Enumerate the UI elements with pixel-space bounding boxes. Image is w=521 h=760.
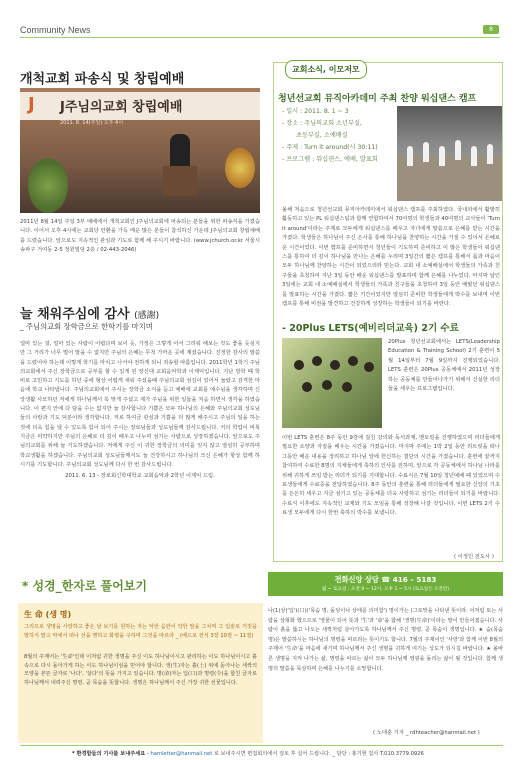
dancer-figure (407, 146, 413, 166)
lets-headline: - 20Plus LETS(예비리더교육) 2기 수료 (282, 323, 459, 334)
footer-divider (20, 745, 503, 746)
person-head (312, 356, 322, 366)
thanks-subtitle: _ 주님의교회 장학금으로 한학기를 마치며 (20, 322, 153, 331)
church-news-tag: 교회소식, 이모저모 (285, 60, 367, 79)
footer-lead: * 환경함들의 기사를 보내주세요 (72, 751, 146, 757)
worship-dance-photo (397, 106, 502, 201)
footer-notice: * 환경함들의 기사를 보내주세요 - hamletter@hanmail.net 로 보내주시면 편집회의에서 검토 후 실어 드립니다. _ 담당 : 홍기현 집사 T.010.3779.0926 (72, 751, 424, 757)
lets-article-intro: 20Plus 청년선교회에서는 LETS(Leadership Education & Training School) 2기 훈련이 5월 14일부터 7월 9일까지 진행되었습니다. LETS 훈련은 20Plus 공동체에서 2011년 성장하는 공동체를 만들어나가기 위해서 신실한 리더들을 세우는 프로그램입니다. (388, 339, 500, 393)
phone-counsel-hours: 월 ~ 토요일 : 오전 9 ~ 12시, 오후 1 ~ 5시 (토요일은 오전만) (321, 587, 450, 592)
lets-article-text: 이번 LETS 훈련은 8주 동안 9강에 걸친 강의와 독서과제, 멘토링을 진행하였으며 리더들에게 필요한 소양과 자질을 배우는 시간을 가졌습니다. 마지막 주에는 1박 2일 동안 리트릿을 떠나 그동안 배운 내용을 정리하고 하나님 앞에 헌신하는 결단의 시간을 가졌습니다. 훈련에 끝까지 참여하여 수료한 8명의 지체들에게 축하의 인사를 전하며, 앞으로 각 공동체에서 하나님 나라를 위해 귀하게 쓰임 받는 리더가 되기를 기대합니다. 수료식은 7월 10일 청년예배 때 있었으며 수료생들에게 수료증을 전달하였습니다. 8주 동안의 훈련을 통해 리더들에게 필요한 신앙의 기초를 든든히 세우고 지금 섬기고 있는 공동체를 더욱 사랑하고 섬기는 리더들이 되기를 바랍니다. 수료식 이후에도 지속적인 교제와 기도 모임을 통해 성장해 나갈 것입니다. 이번 LETS 2기 수료생 모두에게 다시 한번 축하의 박수를 보냅니다. (282, 435, 500, 517)
section-title: Community News (20, 25, 91, 35)
page-header (0, 0, 521, 38)
person-head (322, 380, 332, 390)
dancer-figure (487, 144, 493, 164)
thanks-letter-body: 얼마 있는 걸, 얼마 있는 사람이 어렵다며 보이 듯, 가정은 그렇게 어서 그리워 해보는 것도 좋을 듯싶지만 그 거리가 너무 멀어 말을 수 없지만 주님의 은혜는 무척 가까운 곳에 계셨습니다. 진정한 감사의 말씀을 드렸어야 하는데 이렇게 학기를 마치고 나서야 전하게 되니 죄송할 따름입니다. 2011학년 1학기 주님의교회에서 주신 장학금으로 공부를 할 수 있게 된 장신대 교회음악학과 이재익입니다. 지난 방학 때 학비로 고민하고 기도를 하던 중에 형상 어렵게 새워 주셨을때 주님의교회 섬김이 있어서 놀랐고 감격한 마음에 학교 나타냅니다. 주님의교회에서 주시는 장학금 소식을 듣고 예배에 교회를 예수님을 생각하며 신앙생활 사모하던 저에게 하나님께서 꼭 맞게 주셨고 제가 주님을 위한 일들을 처음 하면서 생각을 하였습니다. 이 편지 안에 다 담을 수는 없지만 늘 감사합니다 기쁨은 모두 하나님의 은혜와 주님의교회 성도님들의 사랑과 기도 덕분이라 생각합니다. 저로 하여금 관심과 기쁨을 더 많게 해주시고 주님의 일을 하는 것에 더욱 힘을 낼 수 있도록 힘이 되어 주시는 장로님들과 성도님들께 감사드립니다. 저의 학업이 비록 지금은 미약하지만 주님의 은혜로 더 깊이 배우고 나누며 섬기는 사람으로 성장하겠습니다. 앞으로도 주님의교회를 위해 늘 기도하겠습니다. 저에게 주신 이 귀한 장학금의 의미를 잊지 않고 열심히 공부하며 학교생활을 하겠습니다. 주님의교회 성도님들께서도 늘 건강하시고 하나님의 크신 은혜가 항상 함께 하시기를 기도합니다. 주님의교회 성도님께 다시 한 번 감사드립니다. (20, 341, 260, 468)
dancer-figure (455, 140, 461, 160)
star-icon: * (22, 579, 29, 593)
person-head (294, 360, 304, 370)
hanja-explanation: 8월의 주제어는 '生命'인데 이처럼 귀한 생명을 주신 이도 하나님이시고 관리하는 이도 하나님이시고 흙 속으로 다시 돌아가게 하는 이도 하나님이심을 믿어야 합니다. 생(生)자는 흙(土) 위에 돋아나는 새싹의 모양을 본뜬 글자로 '나다', '살다'의 뜻을 가지고 있습니다. 명(命)자는 입(口)과 명령(令)을 합친 글자로 하나님께서 내려주신 명령, 곧 목숨을 뜻합니다. 생명은 하나님께서 주신 가장 귀한 선물입니다. (24, 654, 257, 686)
hanja-word-title: 生 命 (생 명) (24, 610, 72, 619)
thanks-headline-text: 늘 채워주심에 감사 (20, 307, 130, 322)
hanja-bible-verse: 그리므로 생명을 사랑하고 좋은 날 보기를 원하는 자는 악한 음란이 약한 말을 그치며 그 입술로 거짓을 말하지 말고 악에서 떠나 선을 행하고 화평을 구하며 그것을 따르라 _ (베드로 전서 3장 10절 ~ 11절) (24, 624, 257, 639)
church-logo-icon: J (28, 94, 35, 115)
camp-info-program: - 프로그램 : 워십댄스, 예배, 발표회 (282, 156, 378, 163)
page-number: 8 (483, 25, 499, 34)
lets-group-photo (282, 338, 382, 428)
person-head (348, 356, 358, 366)
phone-counsel-banner (268, 572, 503, 596)
footer-email-link[interactable]: hamletter@hanmail.net (150, 751, 213, 757)
article-headline-founding: 개척교회 파송식 및 창립예배 (20, 72, 185, 87)
article-headline-thanks (20, 303, 159, 322)
camp-info-date: - 일시 : 2011. 8. 1 ~ 3 (282, 108, 349, 115)
header-divider (20, 37, 500, 38)
person-head (342, 382, 352, 392)
camp-info-place-cont: 초등부실, 소예배실 (296, 132, 348, 139)
photo-banner-date: 2011. 8. 14(주일) 오후 4시 (60, 120, 124, 126)
lets-article-sign: ( 이정민 전도사 ) (454, 554, 494, 560)
camp-info-theme: - 주제 : Turn it around(시 30:11) (282, 144, 378, 151)
dancer-figure (423, 142, 429, 162)
hanja-section-title (22, 577, 147, 594)
person-head (364, 362, 374, 372)
flower-decoration (225, 148, 255, 188)
plant-decoration (28, 158, 68, 213)
thanks-letter-sign: 2011. 6. 13 - 장로회신학대학교 교회음악과 2학년 이재익 드림. (65, 473, 215, 480)
dancer-figure (471, 146, 477, 166)
hanja-word-box (18, 603, 263, 743)
photo-banner-text: J주님의교회 창립예배 (60, 100, 183, 115)
footer-rest: 로 보내주시면 편집회의에서 검토 후 실어 드립니다. _ 담당 : 홍기현 집사 T.010.3779.0926 (213, 751, 424, 757)
hanja-explanation-cont: 나(1)상)'입')(口)('목숨 명, 돌덩이나 상태를 의미함') 명이가는 (그로맞을 나타낸 뜻이라. 이처럼 또는 사람을 상형화 했으므로 '영물이 되어 뜻과 '生'과 '命'을 합해 '생명(生命)'이라는 말이 만들어졌습니다. 사람이 흙을 뚫고 나오는 새싹처럼 살아가도록 하나님께서 주신 명령, 곧 목숨이 생명입니다. ★ 숨(목숨 명)은 말씀하시는 하나님의 명령을 따르라는 뜻이기도 합니다. 7월의 주제어인 '사랑'과 함께 이번 8월의 주제어 '生命'을 마음에 새기며 하나님께서 주신 생명을 귀하게 여기는 성도가 되시길 바랍니다. ★ 올바른 생명을 지켜 나가는 삶, 명령을 따르는 삶이 모두 하나님께 영광을 돌리는 삶이 될 것입니다. 함께 생명의 말씀을 묵상하며 은혜를 나누기를 소망합니다. (268, 608, 503, 672)
dancer-figure (439, 146, 445, 166)
founding-article-text: 2011년 8월 14일 주일 3부 예배에서 개척교회인 J주님의교회에 파송되는 분들을 위한 파송식을 가졌습니다. 이어서 오후 4시에는 교회당 안환을 가득 메운 많은 분들이 참석하신 가운데 J주님의교회 창립예배를 드렸습니다. 앞으로도 지속적인 관심과 기도로 함께 해 주시기 바랍니다. (www.jchurch.or.kr 서울시 송파구 거여동 2-5 정원빌딩 2층 / 02-443-2046) (20, 219, 260, 253)
camp-article-text: 올해 처음으로 청년선교회 뮤직아카데미에서 워십댄스 캠프를 주최하였다. 국내외에서 활발히 활동하고 있는 PL 워십댄스팀과 함께 연합하여서 70여명의 학생들과 40여명의 교사들이 'Turn it around'이라는 주제로 모두에게 워십댄스를 배우고 자녀에게 말씀으로 은혜를 받는 시간을 가졌다. 학생들은 하나님이 주신 은사를 통해 하나님을 찬양하는 시간을 가질 수 있어서 은혜로운 시간이었다. 이번 캠프를 준비하면서 청년들이 기도하며 준비하고 이 많은 학생들이 워십댄스를 통하여 더 깊이 하나님을 만나는 은혜를 누리며 3일간의 짧은 캠프를 통해서 몸과 마음이 모두 하나님께 찬양하는 시간이 되었으리라 믿는다. 교회 내 소예배실에서 학생들의 가족과 친구들을 초청하여 지난 3일 동안 배운 워십댄스를 발표하며 함께 은혜를 나누었다. 마지막 날인 3일에는 교회 내 소예배실에서 학생들의 가족과 친구들을 초청하여 3일 동안 배웠던 워십댄스를 발표하는 시간을 가졌다. 짧은 기간이었지만 열심히 준비한 학생들에게 박수를 보내며 이번 캠프를 통해 비전을 발견하고 건강하게 성장하는 학생들이 되기를 바란다. (282, 207, 500, 308)
person-head (330, 360, 340, 370)
founding-service-photo (20, 88, 260, 213)
camp-title: 청년선교회 뮤직아카데미 주최 찬양 워십댄스 캠프 (278, 94, 477, 104)
hanja-explanation-right (268, 603, 503, 743)
phone-counsel-number: 전화신앙 상담 ☎ 416 – 5183 (334, 575, 437, 584)
camp-info-place: - 장소 : 주님의교회 소년부실, (282, 120, 362, 127)
thanks-headline-hanja: (感謝) (134, 311, 160, 321)
camp-info-list (282, 106, 392, 166)
hanja-section-title-text: 성경_한자로 풀어보기 (32, 579, 147, 593)
podium (163, 166, 197, 196)
hanja-article-sign: ( 노대훈 기자 _ rdhteacher@hanmail.net ) (373, 730, 480, 736)
person-head (302, 382, 312, 392)
